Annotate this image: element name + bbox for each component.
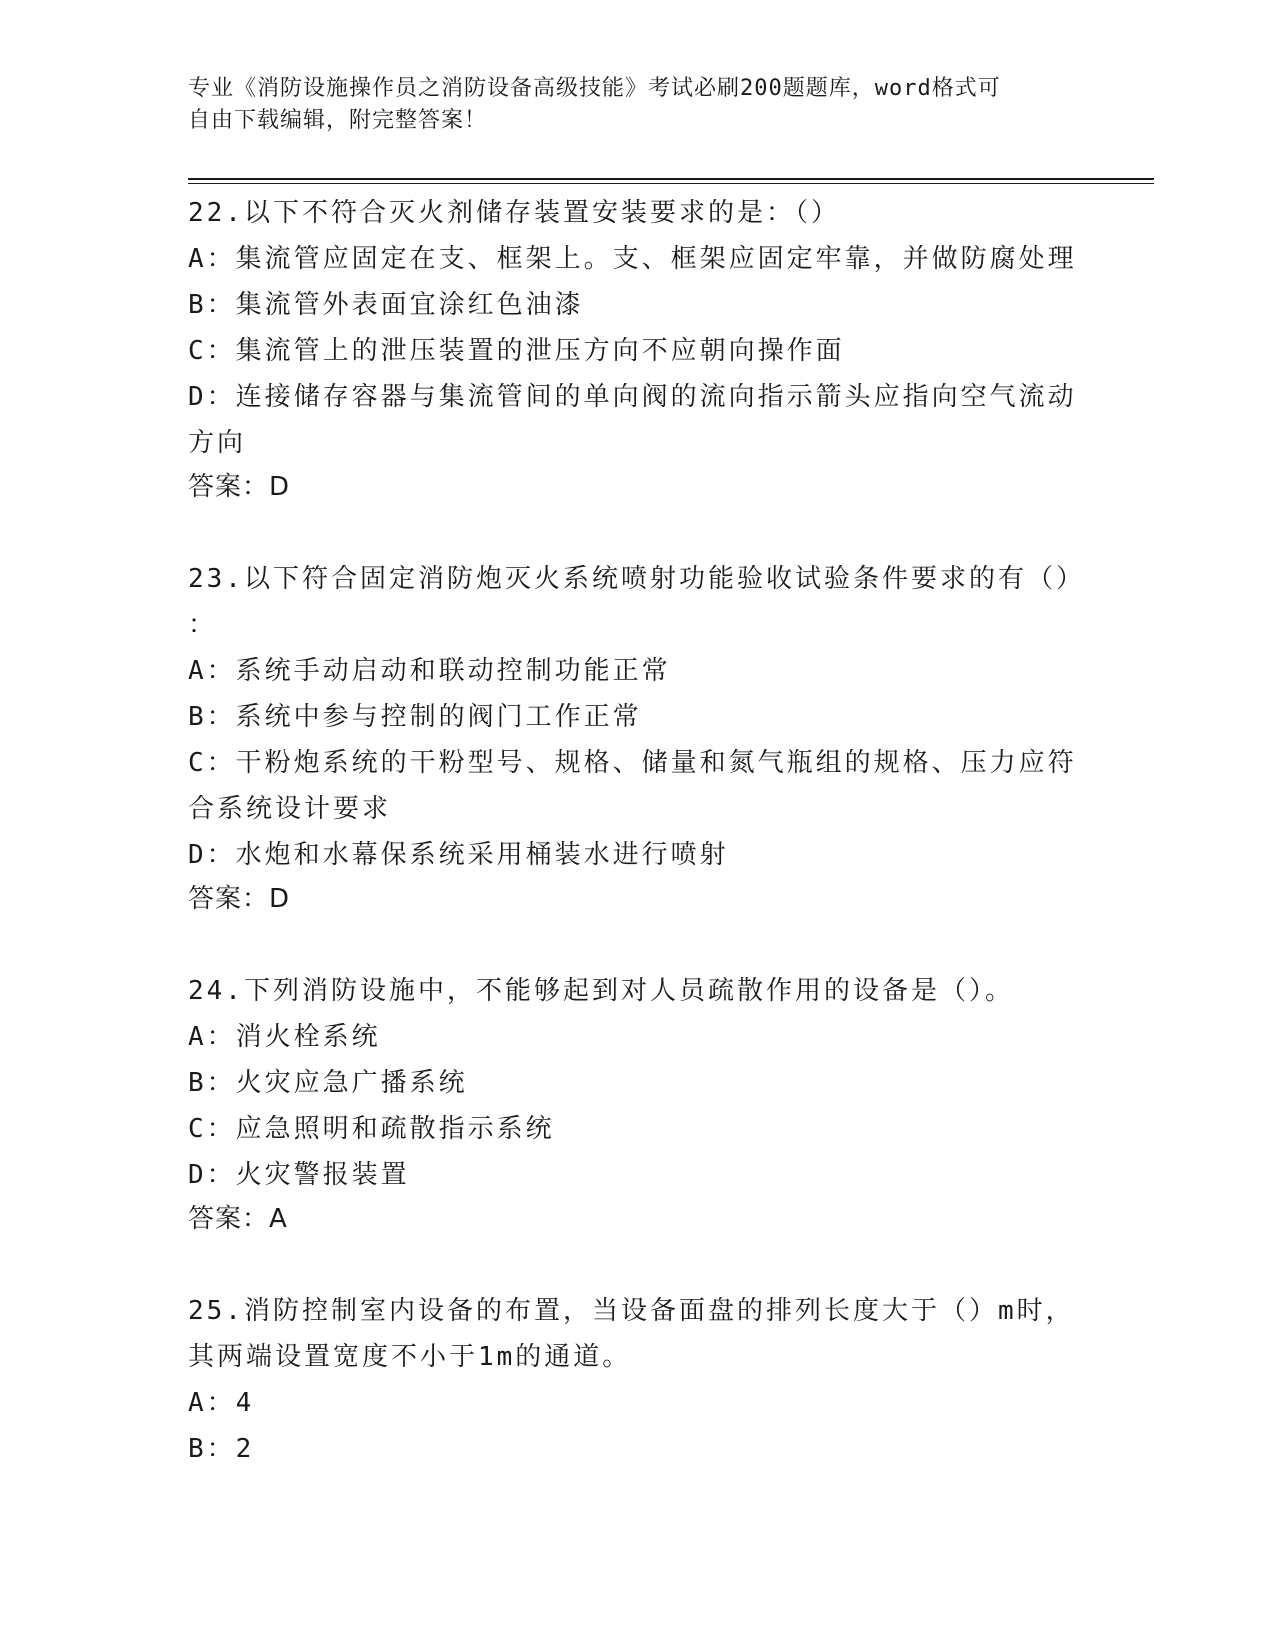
question-option: C：应急照明和疏散指示系统 <box>188 1114 555 1144</box>
question-list <box>188 190 1085 1520</box>
question-option: D：水炮和水幕保系统采用桶装水进行喷射 <box>188 840 729 870</box>
question-stem: 24.下列消防设施中，不能够起到对人员疏散作用的设备是（）。 <box>188 976 1014 1006</box>
header-divider-thin <box>188 183 1154 184</box>
header-title-line-1: 专业《消防设施操作员之消防设备高级技能》考试必刷200题题库，word格式可 <box>188 76 1001 101</box>
question-option: B：系统中参与控制的阀门工作正常 <box>188 702 642 732</box>
question-option: A：系统手动启动和联动控制功能正常 <box>188 656 671 686</box>
question-block <box>188 968 1078 1240</box>
question-option: B：集流管外表面宜涂红色油漆 <box>188 290 584 320</box>
question-answer: 答案：D <box>188 884 291 914</box>
question-option: B：火灾应急广播系统 <box>188 1068 468 1098</box>
question-option: A：集流管应固定在支、框架上。支、框架应固定牢靠，并做防腐处理 <box>188 244 1077 274</box>
question-option: 方向 <box>188 428 247 458</box>
question-stem: 23.以下符合固定消防炮灭火系统喷射功能验收试验条件要求的有（） <box>188 564 1085 594</box>
document-header <box>188 73 1068 137</box>
question-option: A：4 <box>188 1388 255 1418</box>
question-block <box>188 1288 1078 1472</box>
question-answer: 答案：A <box>188 1204 288 1234</box>
question-stem: 其两端设置宽度不小于1m的通道。 <box>188 1342 632 1372</box>
header-divider-thick <box>188 178 1154 180</box>
question-option: A：消火栓系统 <box>188 1022 381 1052</box>
question-block <box>188 556 1085 920</box>
question-option: D：连接储存容器与集流管间的单向阀的流向指示箭头应指向空气流动 <box>188 382 1077 412</box>
question-option: 合系统设计要求 <box>188 794 392 824</box>
question-stem: 22.以下不符合灭火剂储存装置安装要求的是：（） <box>188 198 840 228</box>
question-option: C：集流管上的泄压装置的泄压方向不应朝向操作面 <box>188 336 845 366</box>
question-stem: 25.消防控制室内设备的布置，当设备面盘的排列长度大于（）m时， <box>188 1296 1075 1326</box>
question-block <box>188 190 1078 508</box>
question-option: C：干粉炮系统的干粉型号、规格、储量和氮气瓶组的规格、压力应符 <box>188 748 1077 778</box>
question-option: D：火灾警报装置 <box>188 1160 410 1190</box>
header-title-line-2: 自由下载编辑，附完整答案！ <box>188 108 488 133</box>
question-stem: ： <box>188 610 218 640</box>
question-answer: 答案：D <box>188 472 291 502</box>
question-option: B：2 <box>188 1434 255 1464</box>
